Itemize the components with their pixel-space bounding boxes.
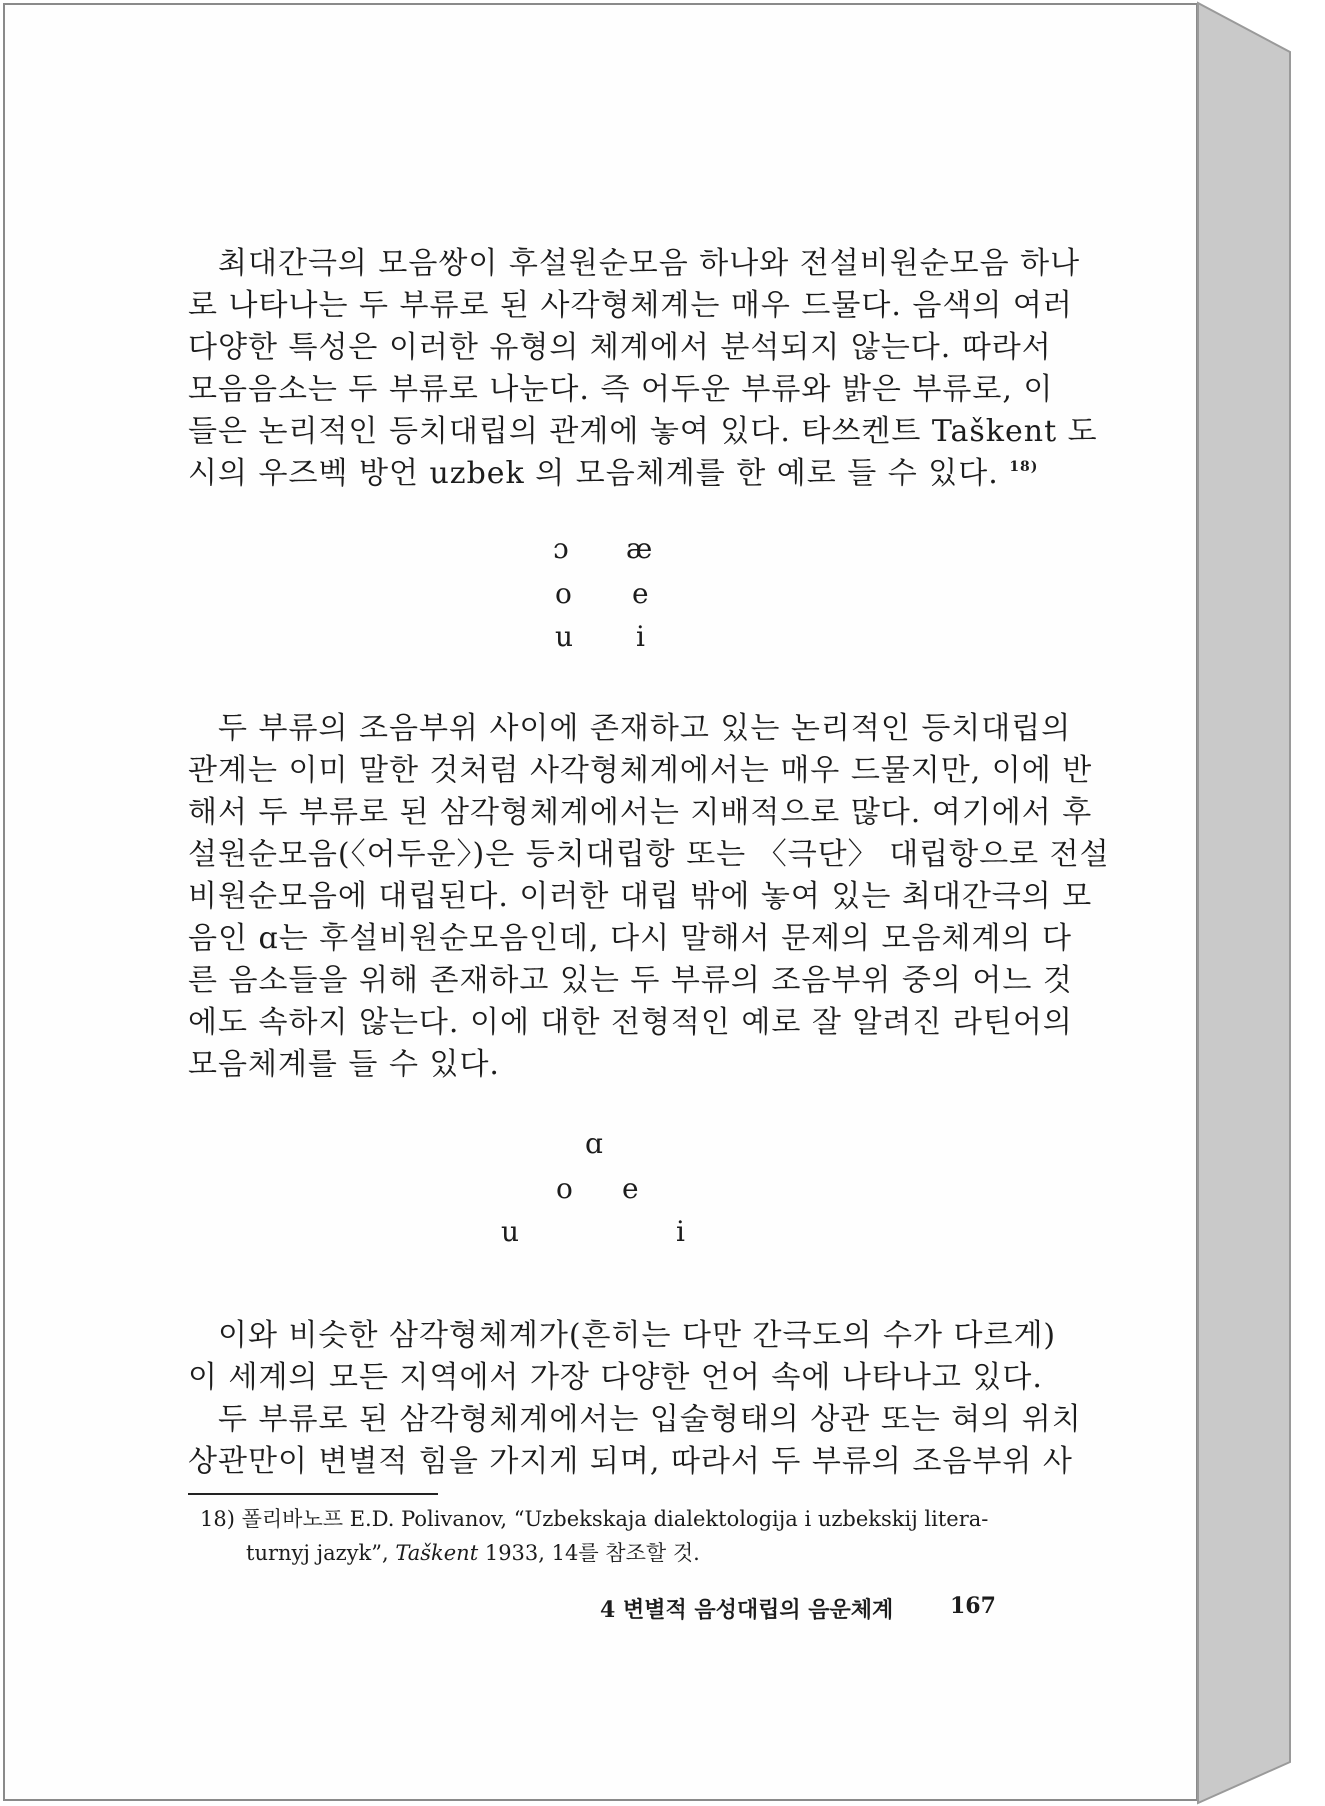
paragraph-line — [188, 448, 1039, 492]
vowel-back-close: u — [555, 620, 574, 653]
vowel-back-close: u — [501, 1215, 520, 1248]
paragraph-line: 해서 두 부류로 된 삼각형체계에서는 지배적으로 많다. 여기에서 후 — [188, 795, 1093, 830]
paragraph-line: 비원순모음에 대립된다. 이러한 대립 밖에 놓여 있는 최대간극의 모 — [188, 879, 1093, 914]
footnote-line-1: 18) 폴리바노프 E.D. Polivanov, “Uzbekskaja dialektologija i uzbekskij litera- — [200, 1507, 989, 1531]
vowel-front-mid: e — [622, 1172, 639, 1205]
running-footer-chapter: 4 변별적 음성대립의 음운체계 — [600, 1597, 894, 1623]
paragraph-line: 모음체계를 들 수 있다. — [188, 1047, 500, 1082]
vowel-front-mid: e — [632, 577, 649, 610]
paragraph-line: 두 부류의 조음부위 사이에 존재하고 있는 논리적인 등치대립의 — [218, 711, 1072, 746]
footnote-divider — [188, 1493, 438, 1495]
vowel-back-open: ɔ — [553, 532, 569, 565]
vowel-open-central: ɑ — [585, 1127, 603, 1160]
footnote-ref: 18) — [1009, 459, 1039, 475]
paragraph-line: 두 부류로 된 삼각형체계에서는 입술형태의 상관 또는 혀의 위치 — [218, 1402, 1082, 1437]
paragraph-line-text: 시의 우즈벡 방언 uzbek 의 모음체계를 한 예로 들 수 있다. — [188, 456, 999, 491]
paragraph-line: 상관만이 변별적 힘을 가지게 되며, 따라서 두 부류의 조음부위 사 — [188, 1444, 1073, 1479]
paragraph-line: 이 세계의 모든 지역에서 가장 다양한 언어 속에 나타나고 있다. — [188, 1360, 1043, 1395]
paragraph-line: 음인 ɑ는 후설비원순모음인데, 다시 말해서 문제의 모음체계의 다 — [188, 921, 1072, 956]
paragraph-line: 다양한 특성은 이러한 유형의 체계에서 분석되지 않는다. 따라서 — [188, 330, 1052, 365]
paragraph-line: 로 나타나는 두 부류로 된 사각형체계는 매우 드물다. 음색의 여러 — [188, 288, 1073, 323]
vowel-front-open: æ — [626, 532, 653, 565]
footnote-city: Taškent — [395, 1541, 479, 1565]
footnote-text: 1933, 14를 참조할 것. — [478, 1541, 700, 1565]
paragraph-line: 모음음소는 두 부류로 나눈다. 즉 어두운 부류와 밝은 부류로, 이 — [188, 372, 1054, 407]
vowel-back-mid: o — [556, 1172, 573, 1205]
paragraph-line: 른 음소들을 위해 존재하고 있는 두 부류의 조음부위 중의 어느 것 — [188, 963, 1073, 998]
paragraph-line: 들은 논리적인 등치대립의 관계에 놓여 있다. 타쓰켄트 Taškent 도 — [188, 414, 1098, 449]
paragraph-line: 에도 속하지 않는다. 이에 대한 전형적인 예로 잘 알려진 라틴어의 — [188, 1005, 1073, 1040]
paragraph-line: 설원순모음(〈어두운〉)은 등치대립항 또는 〈극단〉 대립항으로 전설 — [188, 837, 1110, 872]
page-number: 167 — [950, 1593, 996, 1619]
vowel-front-close: i — [636, 620, 645, 653]
paragraph-line: 이와 비슷한 삼각형체계가(흔히는 다만 간극도의 수가 다르게) — [218, 1318, 1057, 1353]
paragraph-line: 최대간극의 모음쌍이 후설원순모음 하나와 전설비원순모음 하나 — [218, 246, 1081, 281]
vowel-back-mid: o — [555, 577, 572, 610]
paragraph-line: 관계는 이미 말한 것처럼 사각형체계에서는 매우 드물지만, 이에 반 — [188, 753, 1093, 788]
footnote-text: turnyj jazyk”, — [246, 1541, 396, 1565]
vowel-front-close: i — [676, 1215, 685, 1248]
footnote-line-2 — [246, 1537, 700, 1567]
